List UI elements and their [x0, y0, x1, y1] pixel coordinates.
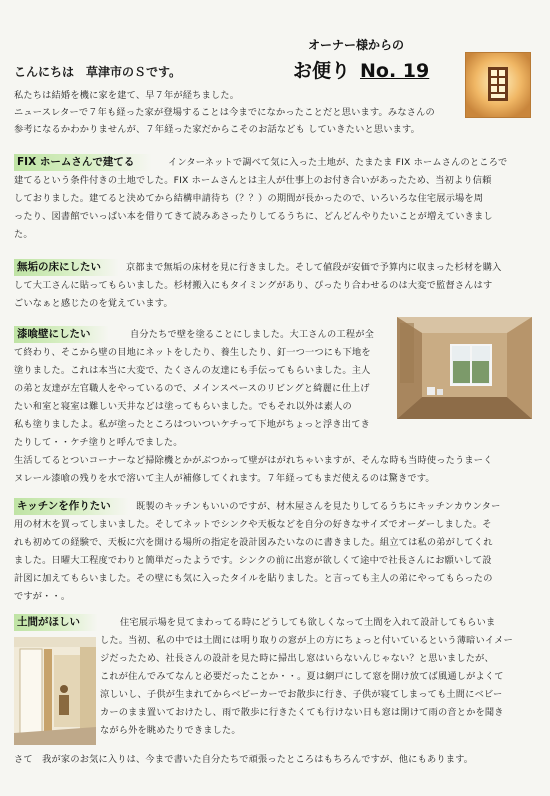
plaster-line: 塗りました。これは本当に大変で、たくさんの友達にも手伝ってもらいました。主人 [14, 365, 371, 376]
kitchen-line: 既製のキッチンもいいのですが、材木屋さんを見たりしてるうちにキッチンカウンター [136, 501, 501, 512]
kitchen-line: 用の材木を買ってしまいました。そしてネットでシンクや天板などを自分の好きなサイズでオーダーしました。そ [14, 519, 492, 530]
fix-line: しておりました。建てると決めてから結構申請待ち（？？）の期間が長かったので、いろいろな住宅展示場を周 [14, 193, 484, 204]
doma-entrance-photo [14, 637, 96, 745]
plaster-line: 自分たちで壁を塗ることにしました。大工さんの工程が全 [130, 329, 374, 340]
doma-line: カーのまま置いておけたし、雨で散歩に行きたくても行けない日も窓は開けて雨の音とかを聞き [100, 707, 504, 718]
kitchen-line: ですが・・。 [14, 591, 71, 602]
kitchen-line: ました。日曜大工程度でわりと簡単だったようです。シンクの前に出窓が欲しくて途中で社長さんにお願いして設 [14, 555, 492, 566]
section-heading-kitchen: キッチンを作りたい [14, 498, 129, 515]
floor-line: して大工さんに貼ってもらいました。杉材搬入にもタイミングがあり、ぴったり合わせるのは大変で監督さんはす [14, 280, 493, 291]
floor-line: 京都まで無垢の床材を見に行きました。そして値段が安価で予算内に収まった杉材を購入 [126, 262, 502, 273]
section-heading-plaster: 漆喰壁にしたい [14, 326, 109, 343]
title-text: お便り [293, 60, 351, 82]
doma-line: ながら外を眺めたりできました。 [100, 725, 241, 736]
plaster-line: ヌレール漆喰の残りを水で溶いて主人が補修してくれます。７年経ってもまだ使えるのは驚きです。 [14, 473, 435, 484]
plaster-line: たい和室と寝室は難しい天井などは塗ってもらいました。でもそれ以外は素人の [14, 401, 352, 412]
plaster-line: 生活してるとついコーナーなど掃除機とかがぶつかって壁がはがれちゃいますが、そんな時も当時使ったうまーく [14, 455, 493, 466]
subtitle: オーナー様からの [308, 38, 405, 52]
issue-number: No. 19 [360, 60, 430, 82]
page-title [293, 56, 429, 83]
plaster-line: たりして・・ケチ塗りと呼んでました。 [14, 437, 183, 448]
wall-lamp-photo [465, 52, 531, 118]
doma-line: これが住んでみてなんと必要だったことか・・。夏は網戸にして窓を開け放てば風通しがよくて [100, 671, 504, 682]
fix-line: た。 [14, 229, 33, 240]
plastered-room-photo [397, 317, 532, 419]
greeting: こんにちは 草津市のＳです。 [14, 65, 182, 79]
plaster-line: の弟と友達が左官職人をやっているので、メインスペースのリビングと綺麗に仕上げ [14, 383, 370, 394]
closing-line: さて 我が家のお気に入りは、今まで書いた自分たちで頑張ったところはもちろんですが、他にもあります。 [14, 754, 474, 765]
fix-line: ったり、図書館でいっぱい本を借りてきて読みあさったりしてるうちに、どんどんやりたいことが増えていきまし [14, 211, 493, 222]
intro-line: ニュースレターで７年も経った家が登場することは今までになかったことだと思います。みなさんの [14, 107, 435, 118]
section-heading-fix: FIX ホームさんで建てる [14, 154, 152, 171]
section-heading-doma: 土間がほしい [14, 614, 98, 631]
intro-line: 私たちは結婚を機に家を建て、早７年が経ちました。 [14, 90, 240, 101]
doma-line: した。当初、私の中では土間には明り取りの窓が上の方にちょっと付いているという薄暗いイメー [100, 635, 513, 646]
kitchen-line: れも初めての経験で、天板に穴を開ける場所の指定を設計図みたいなのに書きました。組立ては私の弟がしてくれ [14, 537, 493, 548]
doma-line: 住宅展示場を見てまわってる時にどうしても欲しくなって土間を入れて設計してもらいま [120, 617, 496, 628]
intro-line: 参考になるかわかりませんが、７年経った家だからこそのお話なども していきたいと思います。 [14, 124, 421, 135]
fix-line: インターネットで調べて気に入った土地が、たまたま FIX ホームさんのところで [168, 157, 508, 168]
section-heading-floor: 無垢の床にしたい [14, 259, 119, 276]
kitchen-line: 計図に加えてもらいました。その壁にも気に入ったタイルを貼りました。と言っても主人の弟にやってもらったの [14, 573, 493, 584]
plaster-line: 私も塗りましたよ。私が塗ったところはついついケチって下地がちょっと浮き出てき [14, 419, 370, 430]
fix-line: 建てるという条件付きの土地でした。FIX ホームさんとは主人が仕事上のお付き合いがあったため、当初より信頼 [14, 175, 492, 186]
doma-line: 涼しいし、子供が生まれてからベビーカーでお散歩に行き、子供が寝てしまっても土間にベビー [100, 689, 503, 700]
plaster-line: て終わり、そこから壁の目地にネットをしたり、養生したり、釘一つ一つにも下地を [14, 347, 371, 358]
doma-line: ジだったため、社長さんの設計を見た時に掃出し窓はいらないんじゃない？と思いましたが、 [100, 653, 494, 664]
floor-line: ごいなぁと感じたのを覚えています。 [14, 298, 173, 309]
